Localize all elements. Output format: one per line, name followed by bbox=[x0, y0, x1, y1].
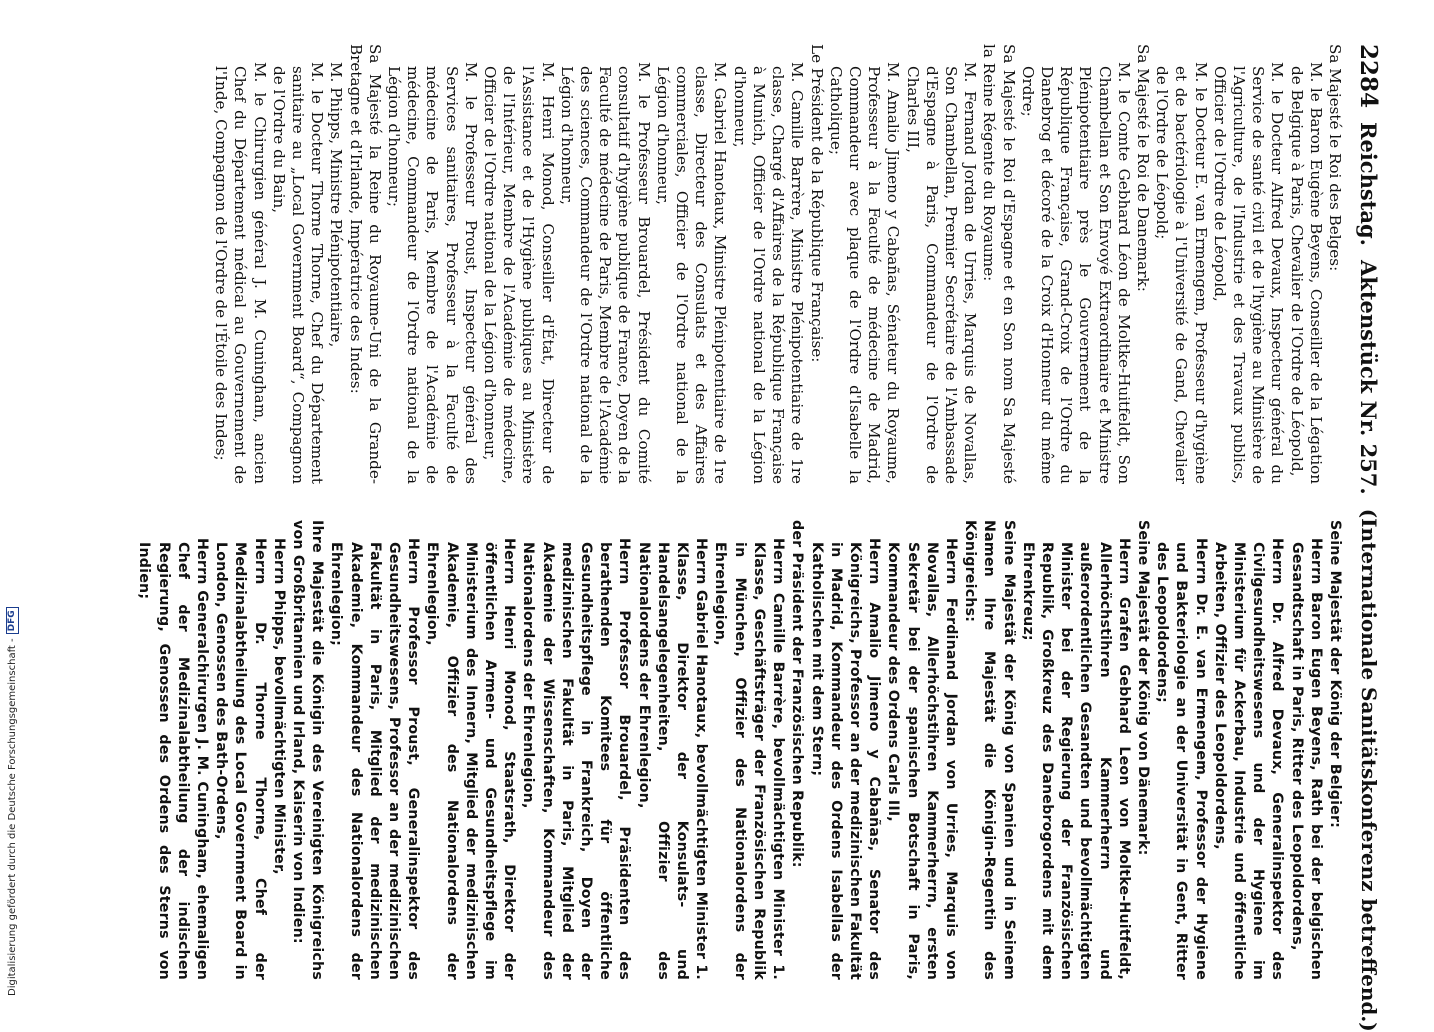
paragraph: Herrn Dr. Alfred Devaux, Generalinspektor des Civilgesundheitswesens und der Hygiene im Ministerium für Ackerbau, Industrie und öffentliche Arbeiten, Offizier des Leopoldordens, bbox=[1211, 538, 1286, 980]
paragraph-heading: Sa Majesté le Roi d'Espagne et en Son nom Sa Majesté la Reine Régente du Royaume: bbox=[980, 44, 1018, 484]
paragraph: M. le Docteur E. van Ermengem, Professeur d'hygiène et de bactériologie à l'Université de Gand, Chevalier de l'Ordre de Léopold; bbox=[1153, 62, 1210, 484]
paragraph: Herrn Baron Eugen Beyens, Rath bei der belgischen Gesandtschaft in Paris, Ritter des Leopoldordens, bbox=[1288, 538, 1324, 980]
paragraph: Herrn Henri Monod, Staatsrath, Direktor der öffentlichen Armen- und Gesundheitspflege im Ministerium des Innern, Mitglied der medizinischen Akademie, Offizier des Nationalordens der Ehrenlegion, bbox=[424, 538, 518, 980]
paragraph: M. Phipps, Ministre Plénipotentiaire, bbox=[327, 62, 346, 348]
paragraph: M. le Baron Eugène Beyens, Conseiller de la Légation de Belgique à Paris, Chevalier de l'Ordre de Léopold, bbox=[1287, 62, 1325, 484]
paragraph: Herrn Dr. Thorne Thorne, Chef der Medizinalabtheilung des Local Government Board in London, Genossen des Bath-Ordens, bbox=[213, 538, 268, 980]
paragraph: Herrn Dr. E. van Ermengem, Professor der Hygiene und Bakteriologie an der Universität in Gent, Ritter des Leopoldordens; bbox=[1154, 538, 1209, 980]
document-subject: (Internationale Sanitätskonferenz betreffend.) bbox=[1357, 508, 1381, 1032]
paragraph: Herrn Grafen Gebhard Leon von Moltke-Huitfeldt, Allerhöchstihren Kammerherrn und außerordentlichen Gesandten und bevollmächtigten Minister bei der Regierung der Französischen Republik, Großkreuz des Danebrogordens mit dem Ehrenkreuz; bbox=[1019, 538, 1132, 980]
paragraph: M. Henri Monod, Conseiller d'État, Directeur de l'Assistance et de l'Hygiène publiques au Ministère de l'Intérieur, Membre de l'Académie de médecine, Officier de l'Ordre national de la Légion d'honneur, bbox=[481, 62, 557, 484]
paragraph: Herrn Generalchirurgen J. M. Cuningham, ehemaligen Chef der Medizinalabtheilung der indischen Regierung, Genossen des Ordens des Sterns von Indien; bbox=[136, 538, 211, 980]
paragraph: M. le Docteur Thorne Thorne, Chef du Département sanitaire au „Local Government Board“, Compagnon de l'Ordre du Bain, bbox=[269, 62, 327, 484]
paragraph: Herrn Amalio Jimeno y Cabañas, Senator des Königreichs, Professor an der medizinischen Fakultät in Madrid, Kommandeur des Ordens Isabellas der Katholischen mit dem Stern; bbox=[808, 538, 883, 980]
paragraph: Herrn Professor Proust, Generalinspektor des Gesundheitswesens, Professor an der medizinischen Fakultät in Paris, Mitglied der medizinischen Akademie, Kommandeur des Nationalordens der Ehrenlegion; bbox=[328, 538, 422, 980]
paragraph-heading: der Präsident der Französischen Republik: bbox=[789, 520, 806, 868]
paragraph-heading: Sa Majesté le Roi des Belges: bbox=[1326, 44, 1344, 272]
dfg-logo: DFG bbox=[6, 607, 19, 634]
paragraph: M. Camille Barrère, Ministre Plénipotentiaire de 1re classe, Chargé d'Affaires de la République Française à Munich, Officier de l'Ordre national de la Légion d'honneur, bbox=[730, 62, 807, 484]
paragraph-heading: Sa Majesté le Roi de Danemark: bbox=[1133, 44, 1152, 292]
paragraph: M. Gabriel Hanotaux, Ministre Plénipotentiaire de 1re classe, Directeur des Consulats et des Affaires commerciales, Officier de l'Ordre national de la Légion d'honneur, bbox=[653, 62, 730, 484]
section-title: Reichstag. bbox=[1356, 122, 1382, 246]
credit-text: Digitalisierung gefördert durch die Deutsche Forschungsgemeinschaft - bbox=[7, 638, 18, 996]
paragraph: Herrn Phipps, bevollmächtigten Minister, bbox=[270, 538, 287, 875]
german-column bbox=[134, 520, 1344, 980]
page-number: 2284 bbox=[1355, 44, 1383, 109]
french-column bbox=[134, 44, 1344, 484]
paragraph: M. le Chirurgien général J. M. Cuningham, ancien Chef du Département médical au Gouvernement de l'Inde, Compagnon de l'Ordre de l'Étoile des Indes; bbox=[212, 62, 269, 484]
paragraph-heading: Seine Majestät der König von Spanien und in Seinem Namen Ihre Majestät die Königin-Regentin des Königreichs: bbox=[962, 520, 1017, 980]
paragraph: M. le Docteur Alfred Devaux, Inspecteur général du Service de santé civil et de l'hygiène au Ministère de l'Agriculture, de l'Industrie et des Travaux publics, Officier de l'Ordre de Léopold, bbox=[1210, 62, 1287, 484]
paragraph-heading: Seine Majestät der König der Belgier: bbox=[1327, 520, 1343, 829]
paragraph-heading: Sa Majesté la Reine du Royaume-Uni de la Grande-Bretagne et d'Irlande, Impératrice des Indes: bbox=[346, 44, 384, 484]
paragraph: M. le Professeur Brouardel, Président du Comité consultatif d'hygiène publique de France, Doyen de la Faculté de médecine de Paris, Membre de l'Académie des sciences, Commandeur de l'Ordre national de la Légion d'honneur, bbox=[557, 62, 653, 484]
paragraph-heading: Le Président de la République Française: bbox=[807, 44, 826, 363]
paragraph-heading: Ihre Majestät die Königin des Vereinigten Königreichs von Großbritannien und Irland, Kaiserin von Indien: bbox=[290, 520, 326, 980]
paragraph: Herrn Camille Barrère, bevollmächtigten Minister 1. Klasse, Geschäftsträger der Französischen Republik in München, Offizier des Nationalordens der Ehrenlegion, bbox=[712, 538, 787, 980]
document-page bbox=[80, 0, 1400, 1032]
paragraph: M. Amalio Jimeno y Cabañas, Sénateur du Royaume, Professeur à la Faculté de médecine de Madrid, Commandeur avec plaque de l'Ordre d'Isabelle la Catholique; bbox=[826, 62, 903, 484]
paragraph: M. le Professeur Proust, Inspecteur général des Services sanitaires, Professeur à la Faculté de médecine de Paris, Membre de l'Académie de médecine, Commandeur de l'Ordre national de la Légion d'honneur; bbox=[385, 62, 480, 484]
paragraph-heading: Seine Majestät der König von Dänemark: bbox=[1134, 520, 1151, 856]
page-header bbox=[1352, 44, 1386, 1032]
paragraph: M. Fernand Jordan de Urries, Marquis de Novallas, Son Chambellan, Premier Secrétaire de l'Ambassade d'Espagne à Paris, Commandeur de l'Ordre de Charles III, bbox=[903, 62, 980, 484]
paragraph: M. le Comte Gebhard Léon de Moltke-Huitfeldt, Son Chambellan et Son Envoyé Extraordinaire et Ministre Plénipotentiaire près le Gouvernement de la République Française, Grand-Croix de l'Ordre du Danebrog et décoré de la Croix d'Honneur du même Ordre; bbox=[1018, 62, 1133, 484]
document-number: Aktenstück Nr. 257. bbox=[1356, 260, 1382, 495]
paragraph: Herrn Professor Brouardel, Präsidenten des berathenden Komitees für öffentliche Gesundheitspflege in Frankreich, Doyen der medizinischen Fakultät in Paris, Mitglied der Akademie der Wissenschaften, Kommandeur des Nationalordens der Ehrenlegion, bbox=[520, 538, 633, 980]
paragraph: Herrn Ferdinand Jordan von Urries, Marquis von Novallas, Allerhöchstihren Kammerherrn, ersten Sekretär bei der spanischen Botschaft in Paris, Kommandeur des Ordens Carls III, bbox=[885, 538, 959, 980]
paragraph: Herrn Gabriel Hanotaux, bevollmächtigten Minister 1. Klasse, Direktor der Konsulats- und Handelsangelegenheiten, Offizier des Nationalordens der Ehrenlegion, bbox=[635, 538, 710, 980]
digitization-credit bbox=[6, 607, 19, 996]
